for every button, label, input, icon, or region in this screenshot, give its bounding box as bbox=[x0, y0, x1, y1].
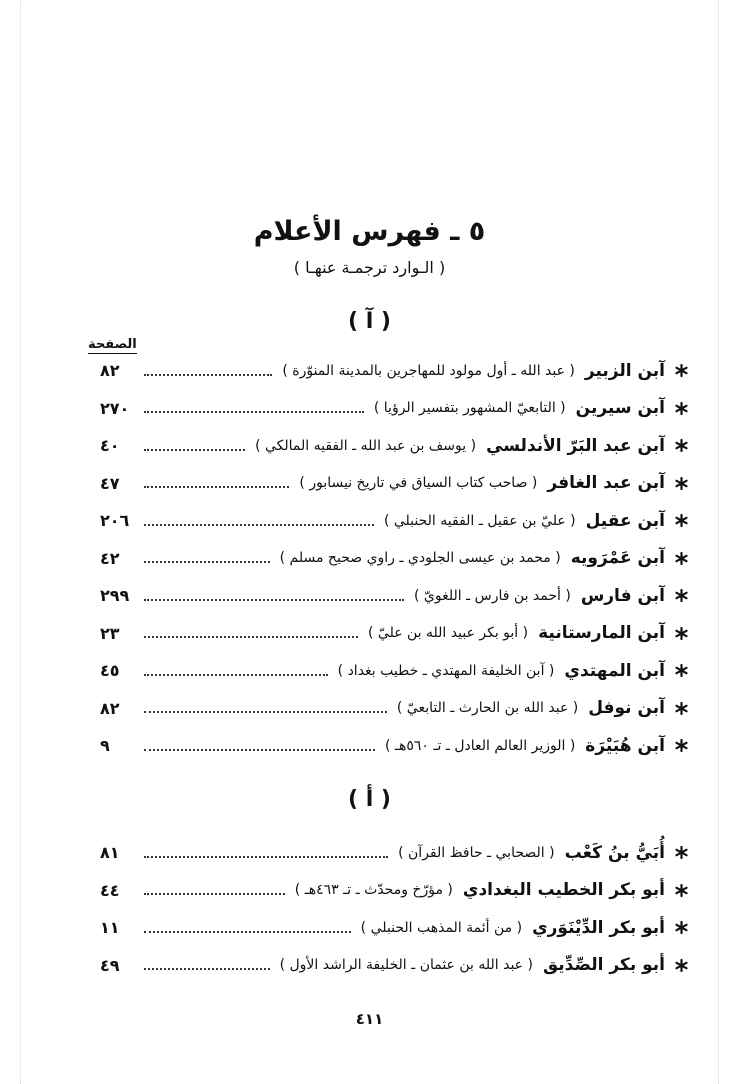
dot-leader bbox=[144, 524, 374, 526]
asterisk-bullet-icon bbox=[675, 589, 688, 602]
entry-description: ( من أئمة المذهب الحنبلي ) bbox=[360, 919, 523, 936]
entry-page-number: ٤٩ bbox=[100, 955, 120, 975]
index-entry bbox=[100, 390, 688, 428]
margin-guide-right bbox=[718, 0, 719, 1084]
dot-leader bbox=[144, 374, 272, 376]
entry-page-number: ٤٧ bbox=[100, 473, 120, 493]
index-entry bbox=[100, 947, 688, 985]
index-subtitle: ( الـوارد ترجمـة عنهـا ) bbox=[293, 258, 446, 277]
asterisk-bullet-icon bbox=[675, 364, 688, 377]
page-column-header: الصفحة bbox=[88, 337, 137, 352]
dot-leader bbox=[144, 561, 270, 563]
dot-leader bbox=[144, 674, 328, 676]
entry-page-number: ٤٢ bbox=[100, 548, 120, 568]
entry-page-number: ٨١ bbox=[100, 843, 120, 863]
dot-leader bbox=[144, 599, 404, 601]
dot-leader bbox=[144, 749, 375, 751]
entries-list-alif-hamza bbox=[100, 834, 688, 984]
entry-name: أبو بكر الصِّدِّيق bbox=[542, 955, 665, 976]
section-heading-alif-madda: ( آ ) bbox=[348, 309, 391, 334]
entry-description: ( عبد الله بن عثمان ـ الخليفة الراشد الأول ) bbox=[279, 957, 533, 974]
entry-description: ( مؤرّخ ومحدّث ـ تـ ٤٦٣هـ ) bbox=[294, 882, 453, 899]
entry-page-number: ٢٩٩ bbox=[100, 586, 130, 606]
entry-page-number: ٤٥ bbox=[100, 661, 120, 681]
index-entry bbox=[100, 909, 688, 947]
entry-page-number: ٤٤ bbox=[100, 880, 120, 900]
index-entry bbox=[100, 872, 688, 910]
index-entry bbox=[100, 502, 688, 540]
entry-name: آبن المهتدي bbox=[564, 660, 665, 681]
entry-name: آبن نوفل bbox=[588, 698, 665, 719]
margin-guide-left bbox=[20, 0, 21, 1084]
entry-description: ( الوزير العالم العادل ـ تـ ٥٦٠هـ ) bbox=[384, 737, 576, 754]
entry-description: ( عليّ بن عقيل ـ الفقيه الحنبلي ) bbox=[383, 512, 576, 529]
entry-page-number: ٨٢ bbox=[100, 361, 120, 381]
entry-name: آبن عبد الغافر bbox=[547, 473, 665, 494]
entry-description: ( أبو بكر عبيد الله بن عليّ ) bbox=[368, 625, 529, 642]
entry-name: آبن عَمْرَويه bbox=[570, 548, 665, 569]
index-entry bbox=[100, 615, 688, 653]
entry-description: ( صاحب كتاب السياق في تاريخ نيسابور ) bbox=[299, 475, 538, 492]
entry-description: ( أحمد بن فارس ـ اللغويّ ) bbox=[414, 587, 571, 604]
dot-leader bbox=[144, 968, 270, 970]
entry-name: أبو بكر الدِّيْنَوَري bbox=[532, 917, 665, 938]
entry-description: ( آبن الخليفة المهتدي ـ خطيب بغداد ) bbox=[337, 662, 555, 679]
index-entry bbox=[100, 540, 688, 578]
asterisk-bullet-icon bbox=[675, 921, 688, 934]
index-entry bbox=[100, 427, 688, 465]
entries-list-alif-madda bbox=[100, 352, 688, 765]
index-entry bbox=[100, 690, 688, 728]
index-entry bbox=[100, 834, 688, 872]
dot-leader bbox=[144, 449, 245, 451]
index-entry bbox=[100, 652, 688, 690]
index-entry bbox=[100, 465, 688, 503]
entry-page-number: ٢٧٠ bbox=[100, 398, 130, 418]
entry-page-number: ٤٠ bbox=[100, 436, 120, 456]
dot-leader bbox=[144, 711, 387, 713]
entry-name: أبو بكر الخطيب البغدادي bbox=[462, 880, 665, 901]
index-entry bbox=[100, 727, 688, 765]
entry-name: آبن الزبير bbox=[584, 360, 665, 381]
dot-leader bbox=[144, 411, 364, 413]
index-entry bbox=[100, 352, 688, 390]
asterisk-bullet-icon bbox=[675, 959, 688, 972]
entry-name: آبن عبد البَرّ الأندلسي bbox=[486, 435, 665, 456]
entry-page-number: ١١ bbox=[100, 918, 120, 938]
entry-page-number: ٢٣ bbox=[100, 623, 120, 643]
footer-page-number: ٤١١ bbox=[355, 1010, 384, 1028]
dot-leader bbox=[144, 636, 358, 638]
entry-description: ( يوسف بن عبد الله ـ الفقيه المالكي ) bbox=[255, 437, 477, 454]
entry-name: آبن عقيل bbox=[585, 510, 665, 531]
asterisk-bullet-icon bbox=[675, 552, 688, 565]
index-title: ٥ ـ فهرس الأعلام bbox=[253, 216, 486, 247]
entry-page-number: ٩ bbox=[100, 736, 110, 756]
entry-name: آبن هُبَيْرَة bbox=[585, 735, 665, 756]
entry-name: أُبَيُّ بنُ كَعْب bbox=[564, 842, 665, 863]
entry-name: آبن فارس bbox=[580, 585, 665, 606]
entry-description: ( محمد بن عيسى الجلودي ـ راوي صحيح مسلم ) bbox=[279, 550, 561, 567]
asterisk-bullet-icon bbox=[675, 664, 688, 677]
index-entry bbox=[100, 577, 688, 615]
asterisk-bullet-icon bbox=[675, 439, 688, 452]
entry-description: ( عبد الله بن الحارث ـ التابعيّ ) bbox=[396, 700, 579, 717]
entry-description: ( التابعيّ المشهور بتفسير الرؤيا ) bbox=[373, 400, 566, 417]
asterisk-bullet-icon bbox=[675, 627, 688, 640]
asterisk-bullet-icon bbox=[675, 884, 688, 897]
asterisk-bullet-icon bbox=[675, 402, 688, 415]
asterisk-bullet-icon bbox=[675, 846, 688, 859]
entry-description: ( عبد الله ـ أول مولود للمهاجرين بالمدينة المنوّرة ) bbox=[282, 362, 575, 379]
entry-name: آبن سيرين bbox=[575, 398, 665, 419]
entry-description: ( الصحابي ـ حافظ القرآن ) bbox=[398, 844, 555, 861]
entry-page-number: ٨٢ bbox=[100, 698, 120, 718]
section-heading-alif-hamza: ( أ ) bbox=[348, 787, 391, 812]
dot-leader bbox=[144, 931, 351, 933]
dot-leader bbox=[144, 486, 289, 488]
entry-page-number: ٢٠٦ bbox=[100, 511, 130, 531]
asterisk-bullet-icon bbox=[675, 702, 688, 715]
asterisk-bullet-icon bbox=[675, 477, 688, 490]
dot-leader bbox=[144, 856, 388, 858]
asterisk-bullet-icon bbox=[675, 514, 688, 527]
asterisk-bullet-icon bbox=[675, 739, 688, 752]
dot-leader bbox=[144, 893, 285, 895]
entry-name: آبن المارستانية bbox=[538, 623, 665, 644]
